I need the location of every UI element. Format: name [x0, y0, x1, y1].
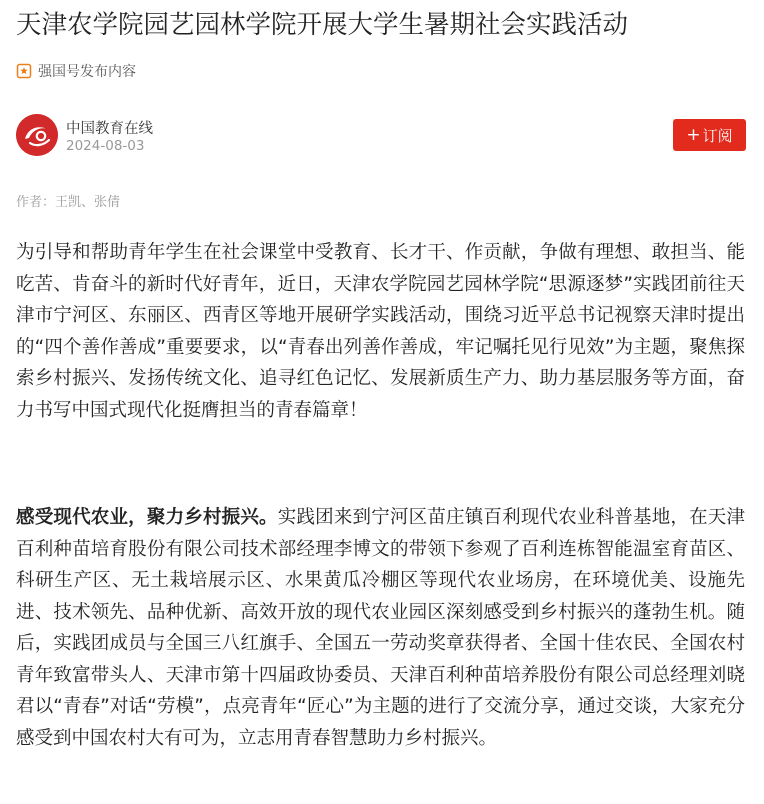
source-header: [16, 114, 746, 158]
paragraph-lead: 感受现代农业，聚力乡村振兴。: [16, 507, 278, 528]
source-name[interactable]: 中国教育在线: [66, 121, 153, 137]
subscribe-label: 订阅: [702, 126, 733, 145]
source-logo-icon: [16, 114, 58, 156]
paragraph-text: 为引导和帮助青年学生在社会课堂中受教育、长才干、作贡献，争做有理想、敢担当、能吃苦、肯奋斗的新时代好青年，近日，天津农学院园艺园林学院“思源逐梦”实践团前往天津市宁河区、东丽区、西青区等地开展研学实践活动，围绕习近平总书记视察天津时提出的“四个善作善成”重要要求，以“青春出列善作善成，牢记嘱托见行见效”为主题，聚焦探索乡村振兴、发扬传统文化、追寻红色记忆、发展新质生产力、助力基层服务等方面，奋力书写中国式现代化挺膺担当的青春篇章！: [16, 242, 745, 421]
article-paragraph: [16, 237, 745, 426]
plus-icon: +: [686, 124, 701, 145]
source-logo[interactable]: [16, 114, 58, 156]
badge-icon: [16, 63, 32, 79]
article-paragraph: [16, 502, 745, 754]
author-byline: 作者：王凯、张倩: [16, 195, 121, 210]
subscribe-button[interactable]: [673, 119, 746, 151]
paragraph-text: 实践团来到宁河区苗庄镇百利现代农业科普基地，在天津百利种苗培育股份有限公司技术部经理李博文的带领下参观了百利连栋智能温室育苗区、科研生产区、无土栽培展示区、水果黄瓜冷棚区等现代农业场房，在环境优美、设施先进、技术领先、品种优新、高效开放的现代农业园区深刻感受到乡村振兴的蓬勃生机。随后，实践团成员与全国三八红旗手、全国五一劳动奖章获得者、全国十佳农民、全国农村青年致富带头人、天津市第十四届政协委员、天津百利种苗培养股份有限公司总经理刘晓君以“青春”对话“劳模”，点亮青年“匠心”为主题的进行了交流分享，通过交谈，大家充分感受到中国农村大有可为，立志用青春智慧助力乡村振兴。: [16, 507, 745, 749]
publish-date: 2024-08-03: [66, 138, 145, 154]
article-title: 天津农学院园艺园林学院开展大学生暑期社会实践活动: [16, 10, 629, 40]
publish-tag: [16, 60, 136, 82]
publish-tag-label: 强国号发布内容: [38, 64, 136, 80]
